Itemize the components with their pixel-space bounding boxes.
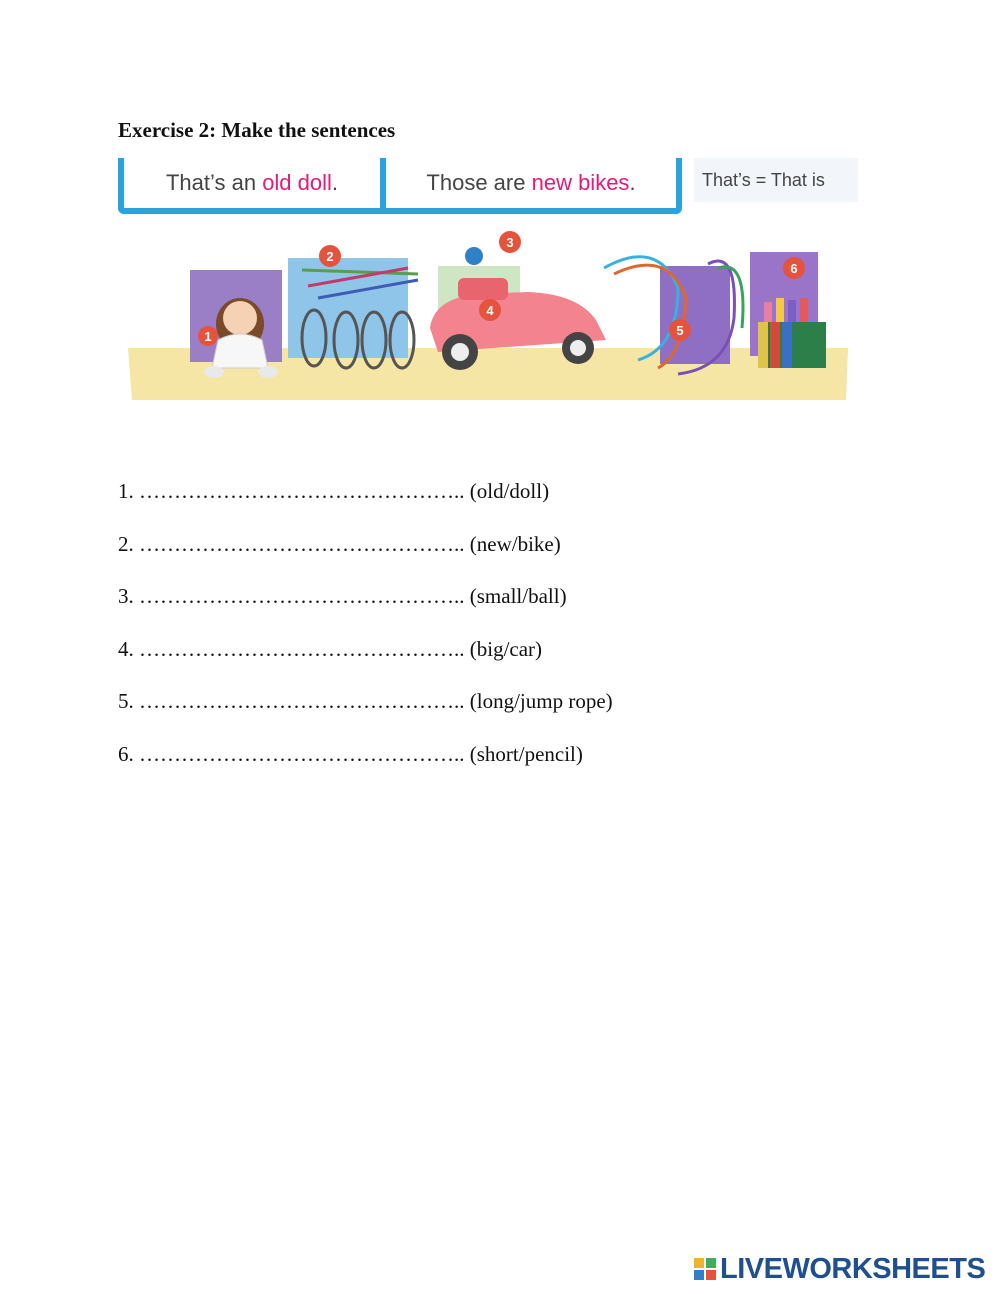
example-box-2 bbox=[380, 158, 682, 214]
number-label-6 bbox=[783, 257, 805, 279]
svg-text:4: 4 bbox=[486, 303, 494, 318]
number-label-1 bbox=[198, 326, 218, 346]
number-label-4 bbox=[479, 299, 501, 321]
logo-text: LIVEWORKSHEETS bbox=[720, 1252, 986, 1285]
sentence-item-1[interactable]: 1. ……………………………………….. (old/doll) bbox=[118, 479, 550, 503]
toys-illustration bbox=[118, 228, 858, 406]
example2-suffix: . bbox=[629, 170, 636, 195]
svg-text:2: 2 bbox=[326, 249, 334, 264]
number-label-2 bbox=[319, 245, 341, 267]
example-box-1 bbox=[118, 158, 386, 214]
sentence-item-4[interactable]: 4. ……………………………………….. (big/car) bbox=[118, 636, 543, 661]
sentence-item-6[interactable]: 6. ……………………………………….. (short/pencil) bbox=[118, 741, 583, 766]
contraction-note: That’s = That is bbox=[694, 158, 858, 202]
svg-text:3: 3 bbox=[506, 235, 514, 250]
svg-text:5: 5 bbox=[676, 323, 684, 338]
grammar-banner bbox=[118, 158, 858, 222]
example2-highlight: new bikes bbox=[531, 170, 630, 195]
liveworksheets-logo bbox=[694, 1254, 985, 1284]
exercise-title: Exercise 2: Make the sentences bbox=[118, 118, 396, 142]
example1-prefix: That’s an bbox=[165, 170, 263, 195]
example1-suffix: . bbox=[331, 170, 339, 195]
sentence-item-3[interactable]: 3. ……………………………………….. (small/ball) bbox=[118, 584, 567, 608]
sentence-item-2[interactable]: 2. ……………………………………….. (new/bike) bbox=[118, 531, 561, 556]
liveworksheets-logo-icon bbox=[694, 1258, 716, 1280]
sentence-list bbox=[118, 478, 613, 793]
svg-text:1: 1 bbox=[204, 329, 212, 344]
ball-icon bbox=[465, 247, 483, 265]
example2-prefix: Those are bbox=[426, 170, 532, 195]
number-label-3 bbox=[499, 231, 521, 253]
svg-text:6: 6 bbox=[790, 261, 798, 276]
sentence-item-5[interactable]: 5. ……………………………………….. (long/jump rope) bbox=[118, 689, 613, 713]
violet-box-left bbox=[660, 266, 730, 364]
number-label-5 bbox=[669, 319, 691, 341]
example1-highlight: old doll bbox=[262, 170, 332, 195]
